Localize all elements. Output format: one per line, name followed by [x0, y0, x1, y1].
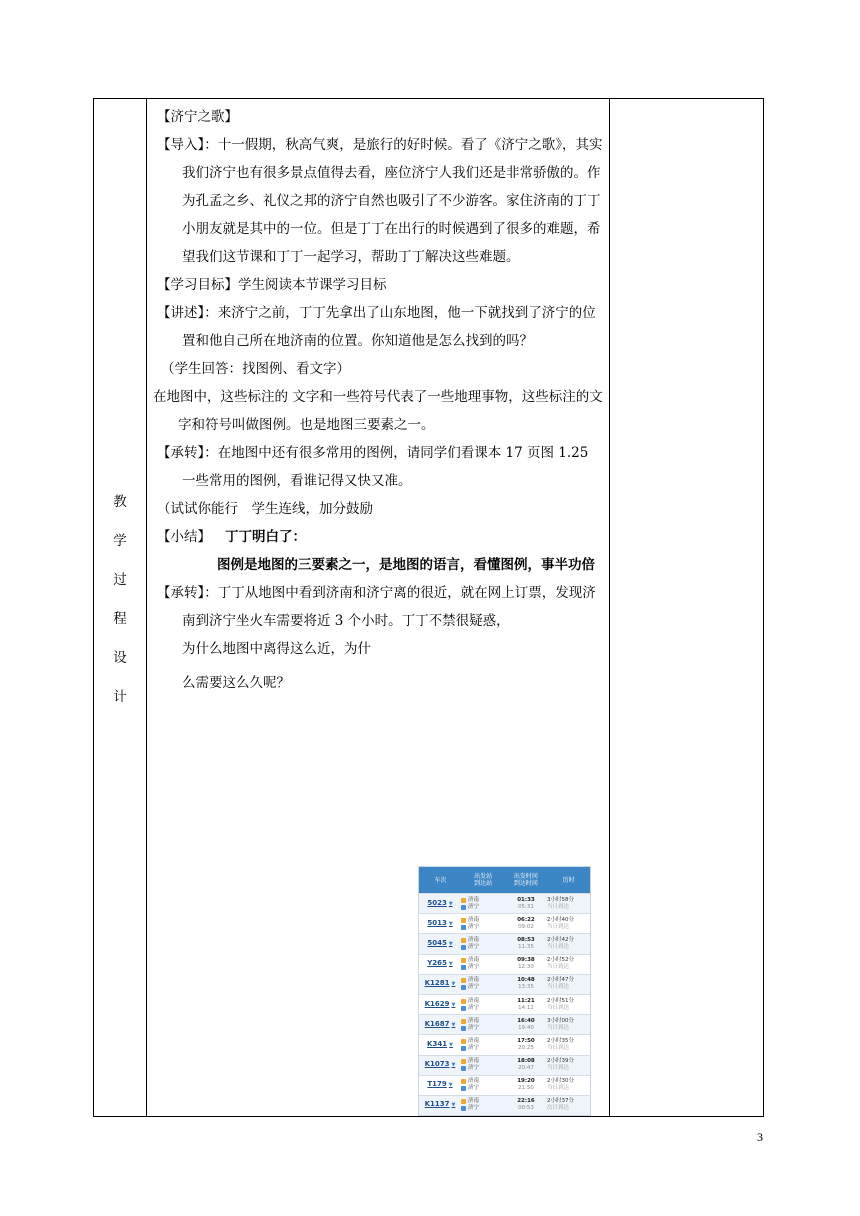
- arrival-time: 13:35: [518, 984, 534, 991]
- destination-station-icon: [461, 925, 466, 930]
- timetable-row: [419, 1014, 590, 1034]
- lecture-paragraph: [157, 299, 603, 355]
- intro-text: ：十一假期，秋高气爽，是旅行的好时候。看了《济宁之歌》，其实我们济宁也有很多景点值得去看，座位济宁人我们还是非常骄傲的。作为孔孟之乡、礼仪之邦的济宁自然也吸引了不少游客。家住济南的丁丁小朋友就是其中的一位。但是丁丁在出行的时候遇到了很多的难题，希望我们这节课和丁丁一起学习，帮助丁丁解决这些难题。: [182, 137, 603, 265]
- destination-station: 济宁: [468, 923, 480, 930]
- train-number: 5023 ▼: [427, 898, 453, 907]
- duration: [547, 977, 590, 991]
- stations: [461, 957, 505, 971]
- origin-station-icon: [461, 938, 466, 943]
- train-number: K1687 ▼: [424, 1019, 456, 1028]
- timetable-header-cell: 历时: [562, 876, 575, 884]
- transition1-text: ：在地图中还有很多常用的图例，请同学们看课本 17 页图 1.25 一些常用的图例，看谁记得又快又准。: [182, 445, 589, 489]
- departure-time: 01:33: [517, 896, 535, 903]
- destination-station: 济宁: [468, 1065, 480, 1072]
- train-number: K1281 ▼: [424, 979, 456, 988]
- origin-station-icon: [461, 1079, 466, 1084]
- transition2-paragraph: [157, 579, 603, 635]
- timetable-row: [419, 933, 590, 953]
- timetable-row: [419, 994, 590, 1014]
- origin-station: 济南: [468, 1078, 480, 1085]
- lecture-text: ：来济宁之前，丁丁先拿出了山东地图，他一下就找到了济宁的位置和他自己所在地济南的位置。你知道他是怎么找到的吗？: [182, 305, 596, 349]
- caret-down-icon: ▼: [448, 961, 453, 968]
- train-number: K1629 ▼: [424, 999, 456, 1008]
- timetable-header-cell: 车次: [434, 876, 447, 884]
- duration-value: 2小时37分: [547, 1098, 574, 1105]
- arrival-status: 当日到达: [547, 903, 570, 910]
- transition2-tail-2: 么需要这么久呢？: [182, 675, 290, 691]
- song-title: 【济宁之歌】: [157, 109, 238, 125]
- stations: [461, 1038, 505, 1052]
- section-label-char: 设: [113, 650, 127, 666]
- timetable-header-cell: 出发站 到达站: [474, 873, 493, 887]
- departure-time: 09:38: [517, 957, 535, 964]
- caret-down-icon: ▼: [451, 1102, 456, 1109]
- departure-time: 19:20: [517, 1078, 535, 1085]
- stations: [461, 937, 505, 951]
- lecture-label: 【讲述】: [157, 305, 205, 321]
- origin-station: 济南: [468, 1058, 480, 1065]
- origin-station: 济南: [468, 957, 480, 964]
- times: [505, 1038, 547, 1052]
- transition2-text: ：丁丁从地图中看到济南和济宁离的很近，就在网上订票，发现济南到济宁坐火车需要将近 3 个小时。丁丁不禁很疑惑，: [182, 585, 596, 629]
- transition2-tail-1: 为什么地图中离得这么近，为什: [182, 641, 371, 657]
- origin-station: 济南: [468, 997, 480, 1004]
- destination-station: 济宁: [468, 1024, 480, 1031]
- caret-down-icon: ▼: [448, 920, 453, 927]
- times: [505, 917, 547, 931]
- transition1-paragraph: [157, 439, 603, 495]
- lesson-content: [147, 99, 609, 697]
- section-label-char: 过: [113, 572, 127, 588]
- timetable-header: [419, 867, 590, 893]
- destination-station: 济宁: [468, 1085, 480, 1092]
- destination-station-icon: [461, 1046, 466, 1051]
- train-number: K1137 ▼: [424, 1100, 456, 1109]
- arrival-status: 当日到达: [547, 1065, 570, 1072]
- duration-value: 2小时42分: [547, 936, 574, 943]
- try-activity: （试试你能行 学生连线，加分鼓励: [157, 501, 373, 517]
- stations: [461, 1058, 505, 1072]
- train-number: Y265 ▼: [427, 959, 453, 968]
- timetable-row: [419, 974, 590, 994]
- origin-station-icon: [461, 1099, 466, 1104]
- departure-time: 10:48: [517, 977, 535, 984]
- times: [505, 1058, 547, 1072]
- destination-station-icon: [461, 1066, 466, 1071]
- destination-station: 济宁: [468, 1105, 480, 1112]
- arrival-time: 14:12: [518, 1004, 534, 1011]
- duration-value: 3小时00分: [547, 1017, 574, 1024]
- destination-station: 济宁: [468, 943, 480, 950]
- destination-station-icon: [461, 965, 466, 970]
- arrival-status: 当日到达: [547, 1024, 570, 1031]
- timetable-header-cell: 出发时间 到达时间: [513, 873, 538, 887]
- transition2-label: 【承转】: [157, 585, 205, 601]
- arrival-time: 20:47: [518, 1065, 534, 1072]
- duration-value: 2小时30分: [547, 1078, 574, 1085]
- origin-station-icon: [461, 1059, 466, 1064]
- destination-station-icon: [461, 1006, 466, 1011]
- destination-station: 济宁: [468, 984, 480, 991]
- train-number: T179 ▼: [427, 1080, 453, 1089]
- destination-station-icon: [461, 985, 466, 990]
- caret-down-icon: ▼: [451, 1062, 456, 1069]
- duration: [547, 937, 590, 951]
- stations: [461, 917, 505, 931]
- departure-time: 18:08: [517, 1058, 535, 1065]
- origin-station-icon: [461, 898, 466, 903]
- destination-station-icon: [461, 905, 466, 910]
- destination-station-icon: [461, 1106, 466, 1111]
- intro-label: 【导入】: [157, 137, 205, 153]
- timetable-row: [419, 913, 590, 933]
- times: [505, 897, 547, 911]
- duration-value: 3小时58分: [547, 896, 574, 903]
- caret-down-icon: ▼: [448, 1082, 453, 1089]
- duration: [547, 957, 590, 971]
- section-label-char: 计: [113, 689, 127, 705]
- duration: [547, 1058, 590, 1072]
- times: [505, 1018, 547, 1032]
- destination-station: 济宁: [468, 903, 480, 910]
- timetable-row: [419, 1034, 590, 1054]
- origin-station-icon: [461, 999, 466, 1004]
- departure-time: 22:16: [517, 1098, 535, 1105]
- origin-station: 济南: [468, 916, 480, 923]
- train-number: 5045 ▼: [427, 938, 453, 947]
- arrival-time: 05:31: [518, 903, 534, 910]
- destination-station: 济宁: [468, 964, 480, 971]
- duration: [547, 1038, 590, 1052]
- summary-label: 【小结】: [157, 529, 211, 545]
- learning-objective: 【学习目标】学生阅读本节课学习目标: [157, 277, 387, 293]
- timetable-body: [419, 893, 590, 1115]
- duration: [547, 917, 590, 931]
- train-number: K341 ▼: [427, 1039, 453, 1048]
- duration: [547, 1078, 590, 1092]
- caret-down-icon: ▼: [448, 940, 453, 947]
- timetable-row: [419, 1095, 590, 1115]
- timetable-row: [419, 893, 590, 913]
- origin-station-icon: [461, 978, 466, 983]
- times: [505, 957, 547, 971]
- destination-station-icon: [461, 1086, 466, 1091]
- departure-time: 08:53: [517, 936, 535, 943]
- arrival-status: 当日到达: [547, 984, 570, 991]
- map-legend-paragraph: 在地图中，这些标注的 文字和一些符号代表了一些地理事物，这些标注的文字和符号叫做图例。也是地图三要素之一。: [153, 389, 603, 433]
- transition1-label: 【承转】: [157, 445, 205, 461]
- section-label-char: 教: [113, 494, 127, 510]
- origin-station-icon: [461, 918, 466, 923]
- arrival-status: 当日到达: [547, 923, 570, 930]
- destination-station-icon: [461, 1026, 466, 1031]
- duration: [547, 1018, 590, 1032]
- arrival-time: 09:02: [518, 923, 534, 930]
- student-answer: （学生回答：找图例、看文字）: [161, 361, 350, 377]
- arrival-time: 11:35: [518, 943, 534, 950]
- intro-paragraph: [157, 131, 603, 271]
- origin-station: 济南: [468, 936, 480, 943]
- times: [505, 937, 547, 951]
- stations: [461, 998, 505, 1012]
- arrival-time: 21:50: [518, 1085, 534, 1092]
- departure-time: 06:22: [517, 916, 535, 923]
- duration-value: 2小时35分: [547, 1037, 574, 1044]
- train-timetable-screenshot: [418, 866, 591, 1116]
- origin-station: 济南: [468, 1098, 480, 1105]
- section-label-char: 程: [113, 611, 127, 627]
- stations: [461, 897, 505, 911]
- origin-station: 济南: [468, 1017, 480, 1024]
- times: [505, 1098, 547, 1112]
- stations: [461, 1078, 505, 1092]
- stations: [461, 1018, 505, 1032]
- times: [505, 998, 547, 1012]
- section-label-char: 学: [113, 533, 127, 549]
- duration-value: 2小时51分: [547, 997, 574, 1004]
- origin-station: 济南: [468, 977, 480, 984]
- section-label-vertical: [94, 99, 146, 717]
- summary-text: 图例是地图的三要素之一，是地图的语言，看懂图例，事半功倍: [217, 557, 595, 573]
- departure-time: 17:50: [517, 1037, 535, 1044]
- timetable-row: [419, 1075, 590, 1095]
- summary-heading: [157, 523, 603, 551]
- duration-value: 2小时47分: [547, 977, 574, 984]
- origin-station: 济南: [468, 896, 480, 903]
- arrival-status: 当日到达: [547, 1004, 570, 1011]
- arrival-time: 19:40: [518, 1024, 534, 1031]
- departure-time: 16:40: [517, 1017, 535, 1024]
- timetable-row: [419, 1055, 590, 1075]
- timetable-row: [419, 954, 590, 974]
- duration-value: 2小时40分: [547, 916, 574, 923]
- arrival-status: 当日到达: [547, 1044, 570, 1051]
- train-number: K1073 ▼: [424, 1060, 456, 1069]
- arrival-time: 20:25: [518, 1044, 534, 1051]
- origin-station-icon: [461, 1019, 466, 1024]
- stations: [461, 977, 505, 991]
- duration: [547, 998, 590, 1012]
- caret-down-icon: ▼: [451, 1021, 456, 1028]
- destination-station: 济宁: [468, 1044, 480, 1051]
- notes-cell: [610, 99, 764, 1117]
- summary-title: 丁丁明白了：: [225, 529, 306, 545]
- stations: [461, 1098, 505, 1112]
- page-number: 3: [757, 1130, 763, 1144]
- section-label-cell: [94, 99, 147, 1117]
- arrival-status: 当日到达: [547, 943, 570, 950]
- duration-value: 2小时52分: [547, 957, 574, 964]
- origin-station: 济南: [468, 1037, 480, 1044]
- destination-station: 济宁: [468, 1004, 480, 1011]
- duration-value: 2小时39分: [547, 1058, 574, 1065]
- arrival-status: 当日到达: [547, 964, 570, 971]
- caret-down-icon: ▼: [451, 981, 456, 988]
- departure-time: 11:21: [517, 997, 535, 1004]
- duration: [547, 897, 590, 911]
- caret-down-icon: ▼: [448, 900, 453, 907]
- caret-down-icon: ▼: [449, 1041, 453, 1048]
- times: [505, 977, 547, 991]
- destination-station-icon: [461, 945, 466, 950]
- origin-station-icon: [461, 958, 466, 963]
- arrival-time: 00:53: [518, 1105, 534, 1112]
- origin-station-icon: [461, 1039, 466, 1044]
- times: [505, 1078, 547, 1092]
- duration: [547, 1098, 590, 1112]
- caret-down-icon: ▼: [451, 1001, 456, 1008]
- train-number: 5013 ▼: [427, 918, 453, 927]
- arrival-time: 12:30: [518, 964, 534, 971]
- arrival-status: 当日到达: [547, 1085, 570, 1092]
- arrival-status: 次日到达: [547, 1105, 570, 1112]
